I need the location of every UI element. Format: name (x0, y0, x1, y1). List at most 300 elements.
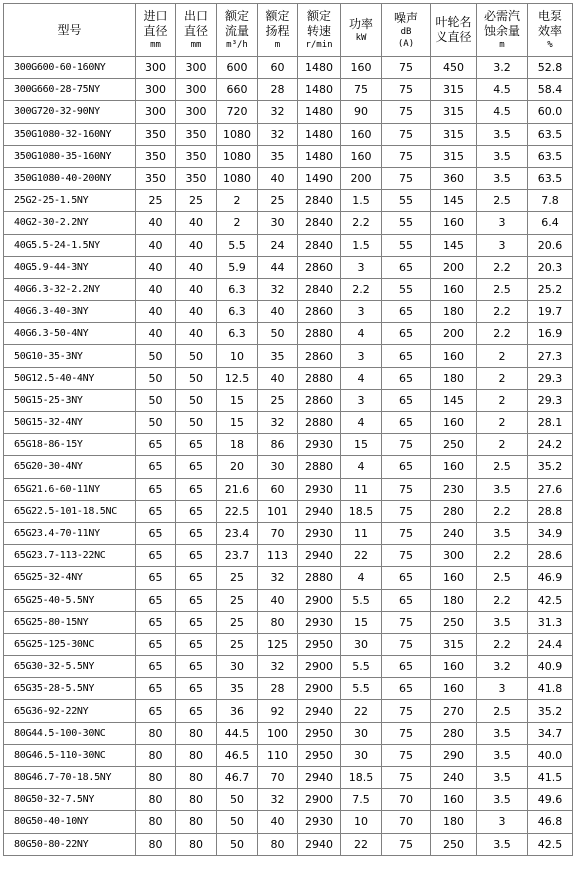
cell-rated-head: 50 (258, 323, 298, 345)
cell-noise: 65 (382, 567, 431, 589)
header-line: 型号 (57, 22, 82, 37)
table-row (4, 789, 573, 811)
cell-impeller-diameter: 160 (431, 456, 477, 478)
header-line: 额定 (306, 9, 331, 23)
header-line: 直径 (143, 24, 168, 38)
cell-pump-efficiency: 7.8 (528, 190, 573, 212)
cell-outlet-diameter: 65 (176, 478, 217, 500)
cell-inlet-diameter: 50 (136, 367, 176, 389)
cell-noise: 55 (382, 278, 431, 300)
table-row (4, 456, 573, 478)
cell-rated-flow: 50 (217, 811, 258, 833)
cell-power: 2.2 (341, 278, 382, 300)
cell-npsh-required: 2.2 (477, 323, 528, 345)
cell-rated-speed: 1490 (298, 167, 341, 189)
cell-rated-flow: 25 (217, 611, 258, 633)
cell-inlet-diameter: 65 (136, 611, 176, 633)
col-header-rated-head (258, 4, 298, 57)
cell-impeller-diameter: 200 (431, 256, 477, 278)
cell-rated-speed: 2930 (298, 434, 341, 456)
header-unit: % (547, 40, 553, 50)
cell-power: 22 (341, 700, 382, 722)
cell-outlet-diameter: 40 (176, 301, 217, 323)
cell-outlet-diameter: 65 (176, 656, 217, 678)
cell-npsh-required: 2.5 (477, 456, 528, 478)
cell-rated-flow: 1080 (217, 123, 258, 145)
cell-rated-head: 40 (258, 167, 298, 189)
cell-pump-efficiency: 25.2 (528, 278, 573, 300)
cell-power: 18.5 (341, 767, 382, 789)
table-row (4, 633, 573, 655)
cell-impeller-diameter: 300 (431, 545, 477, 567)
cell-rated-head: 28 (258, 79, 298, 101)
cell-impeller-diameter: 180 (431, 589, 477, 611)
table-row (4, 367, 573, 389)
cell-model: 350G1080-35-160NY (4, 145, 136, 167)
cell-inlet-diameter: 300 (136, 101, 176, 123)
cell-model: 80G50-80-22NY (4, 833, 136, 855)
cell-noise: 55 (382, 190, 431, 212)
table-row (4, 767, 573, 789)
cell-rated-flow: 35 (217, 678, 258, 700)
cell-rated-head: 80 (258, 833, 298, 855)
cell-rated-speed: 2840 (298, 234, 341, 256)
table-row (4, 744, 573, 766)
cell-inlet-diameter: 300 (136, 57, 176, 79)
cell-rated-flow: 2 (217, 212, 258, 234)
cell-npsh-required: 3.5 (477, 611, 528, 633)
cell-npsh-required: 3.5 (477, 789, 528, 811)
cell-impeller-diameter: 200 (431, 323, 477, 345)
cell-outlet-diameter: 80 (176, 811, 217, 833)
cell-power: 11 (341, 522, 382, 544)
cell-power: 4 (341, 456, 382, 478)
cell-rated-head: 35 (258, 145, 298, 167)
cell-model: 25G2-25-1.5NY (4, 190, 136, 212)
table-row (4, 611, 573, 633)
table-row (4, 833, 573, 855)
cell-impeller-diameter: 240 (431, 522, 477, 544)
cell-noise: 65 (382, 323, 431, 345)
cell-outlet-diameter: 40 (176, 256, 217, 278)
cell-rated-flow: 1080 (217, 145, 258, 167)
cell-rated-flow: 25 (217, 589, 258, 611)
cell-power: 3 (341, 256, 382, 278)
cell-npsh-required: 3.5 (477, 833, 528, 855)
cell-outlet-diameter: 80 (176, 744, 217, 766)
table-row (4, 589, 573, 611)
cell-impeller-diameter: 145 (431, 389, 477, 411)
col-header-rated-speed (298, 4, 341, 57)
cell-rated-head: 92 (258, 700, 298, 722)
cell-noise: 75 (382, 700, 431, 722)
cell-rated-speed: 2900 (298, 589, 341, 611)
cell-rated-speed: 1480 (298, 57, 341, 79)
cell-inlet-diameter: 65 (136, 434, 176, 456)
cell-rated-flow: 2 (217, 190, 258, 212)
cell-noise: 65 (382, 389, 431, 411)
cell-model: 65G25-40-5.5NY (4, 589, 136, 611)
cell-npsh-required: 3.5 (477, 167, 528, 189)
cell-rated-speed: 2930 (298, 478, 341, 500)
cell-noise: 75 (382, 478, 431, 500)
cell-rated-flow: 21.6 (217, 478, 258, 500)
cell-rated-flow: 15 (217, 389, 258, 411)
col-header-rated-flow (217, 4, 258, 57)
cell-rated-speed: 2880 (298, 367, 341, 389)
cell-pump-efficiency: 63.5 (528, 145, 573, 167)
cell-impeller-diameter: 280 (431, 722, 477, 744)
cell-power: 3 (341, 345, 382, 367)
pump-spec-table (3, 3, 573, 856)
table-row (4, 478, 573, 500)
cell-power: 160 (341, 123, 382, 145)
cell-inlet-diameter: 50 (136, 412, 176, 434)
cell-rated-flow: 50 (217, 789, 258, 811)
col-header-pump-efficiency (528, 4, 573, 57)
cell-outlet-diameter: 65 (176, 434, 217, 456)
cell-rated-flow: 600 (217, 57, 258, 79)
table-row (4, 190, 573, 212)
cell-power: 160 (341, 57, 382, 79)
cell-pump-efficiency: 60.0 (528, 101, 573, 123)
cell-noise: 55 (382, 234, 431, 256)
cell-model: 65G35-28-5.5NY (4, 678, 136, 700)
cell-impeller-diameter: 290 (431, 744, 477, 766)
cell-power: 4 (341, 367, 382, 389)
header-line: 额定 (224, 9, 249, 23)
header-unit: kW (355, 32, 367, 43)
table-row (4, 323, 573, 345)
cell-model: 300G660-28-75NY (4, 79, 136, 101)
cell-outlet-diameter: 65 (176, 700, 217, 722)
cell-noise: 75 (382, 633, 431, 655)
cell-impeller-diameter: 315 (431, 633, 477, 655)
cell-pump-efficiency: 40.0 (528, 744, 573, 766)
cell-inlet-diameter: 65 (136, 589, 176, 611)
cell-pump-efficiency: 40.9 (528, 656, 573, 678)
cell-rated-flow: 6.3 (217, 278, 258, 300)
cell-noise: 75 (382, 611, 431, 633)
cell-power: 18.5 (341, 500, 382, 522)
cell-power: 30 (341, 722, 382, 744)
header-unit: m (499, 40, 505, 50)
cell-noise: 65 (382, 678, 431, 700)
cell-rated-head: 32 (258, 101, 298, 123)
cell-model: 65G20-30-4NY (4, 456, 136, 478)
cell-impeller-diameter: 160 (431, 789, 477, 811)
cell-npsh-required: 3.5 (477, 722, 528, 744)
col-header-model (4, 4, 136, 57)
table-row (4, 678, 573, 700)
cell-pump-efficiency: 41.8 (528, 678, 573, 700)
table-row (4, 301, 573, 323)
cell-npsh-required: 2.5 (477, 567, 528, 589)
table-row (4, 167, 573, 189)
cell-npsh-required: 3.5 (477, 123, 528, 145)
cell-pump-efficiency: 42.5 (528, 833, 573, 855)
cell-impeller-diameter: 315 (431, 79, 477, 101)
cell-outlet-diameter: 50 (176, 412, 217, 434)
cell-impeller-diameter: 250 (431, 833, 477, 855)
cell-noise: 75 (382, 145, 431, 167)
cell-inlet-diameter: 300 (136, 79, 176, 101)
cell-outlet-diameter: 65 (176, 500, 217, 522)
cell-power: 30 (341, 633, 382, 655)
header-unit: mm (190, 40, 202, 50)
cell-pump-efficiency: 63.5 (528, 167, 573, 189)
cell-model: 300G720-32-90NY (4, 101, 136, 123)
table-row (4, 500, 573, 522)
cell-pump-efficiency: 41.5 (528, 767, 573, 789)
cell-power: 11 (341, 478, 382, 500)
cell-npsh-required: 2 (477, 389, 528, 411)
cell-pump-efficiency: 46.9 (528, 567, 573, 589)
cell-pump-efficiency: 29.3 (528, 367, 573, 389)
cell-impeller-diameter: 240 (431, 767, 477, 789)
cell-inlet-diameter: 65 (136, 567, 176, 589)
table-row (4, 522, 573, 544)
header-line: 电泵 (537, 9, 562, 23)
table-row (4, 101, 573, 123)
cell-model: 65G25-125-30NC (4, 633, 136, 655)
cell-model: 50G15-32-4NY (4, 412, 136, 434)
cell-rated-flow: 50 (217, 833, 258, 855)
header-line: 蚀余量 (483, 24, 520, 38)
header-line: 进口 (143, 9, 168, 23)
cell-noise: 65 (382, 456, 431, 478)
cell-impeller-diameter: 360 (431, 167, 477, 189)
cell-rated-head: 32 (258, 656, 298, 678)
cell-rated-head: 70 (258, 522, 298, 544)
cell-npsh-required: 3.2 (477, 656, 528, 678)
cell-model: 80G44.5-100-30NC (4, 722, 136, 744)
cell-rated-flow: 44.5 (217, 722, 258, 744)
cell-pump-efficiency: 27.6 (528, 478, 573, 500)
cell-pump-efficiency: 20.3 (528, 256, 573, 278)
cell-power: 3 (341, 301, 382, 323)
cell-noise: 65 (382, 345, 431, 367)
cell-inlet-diameter: 40 (136, 278, 176, 300)
cell-rated-speed: 2940 (298, 767, 341, 789)
cell-model: 80G50-40-10NY (4, 811, 136, 833)
table-row (4, 656, 573, 678)
cell-noise: 75 (382, 79, 431, 101)
header-row (4, 4, 573, 57)
cell-model: 50G10-35-3NY (4, 345, 136, 367)
cell-rated-flow: 23.4 (217, 522, 258, 544)
cell-npsh-required: 3 (477, 678, 528, 700)
cell-inlet-diameter: 80 (136, 722, 176, 744)
cell-rated-speed: 2940 (298, 833, 341, 855)
cell-pump-efficiency: 16.9 (528, 323, 573, 345)
cell-rated-head: 32 (258, 123, 298, 145)
cell-rated-speed: 2900 (298, 789, 341, 811)
cell-rated-head: 110 (258, 744, 298, 766)
cell-noise: 75 (382, 767, 431, 789)
cell-inlet-diameter: 65 (136, 500, 176, 522)
cell-rated-flow: 30 (217, 656, 258, 678)
table-row (4, 145, 573, 167)
cell-noise: 65 (382, 301, 431, 323)
cell-rated-head: 86 (258, 434, 298, 456)
cell-npsh-required: 3.5 (477, 767, 528, 789)
cell-impeller-diameter: 145 (431, 190, 477, 212)
cell-model: 65G23.7-113-22NC (4, 545, 136, 567)
cell-rated-flow: 5.5 (217, 234, 258, 256)
cell-model: 65G36-92-22NY (4, 700, 136, 722)
cell-rated-speed: 2930 (298, 811, 341, 833)
cell-model: 350G1080-40-200NY (4, 167, 136, 189)
cell-rated-head: 32 (258, 567, 298, 589)
cell-rated-head: 25 (258, 389, 298, 411)
cell-inlet-diameter: 50 (136, 389, 176, 411)
cell-outlet-diameter: 300 (176, 79, 217, 101)
cell-rated-speed: 1480 (298, 123, 341, 145)
cell-model: 300G600-60-160NY (4, 57, 136, 79)
cell-rated-speed: 2950 (298, 722, 341, 744)
cell-rated-head: 28 (258, 678, 298, 700)
header-unit: mm (150, 40, 161, 50)
cell-outlet-diameter: 50 (176, 389, 217, 411)
cell-pump-efficiency: 6.4 (528, 212, 573, 234)
cell-inlet-diameter: 350 (136, 167, 176, 189)
cell-noise: 75 (382, 167, 431, 189)
table-row (4, 389, 573, 411)
cell-impeller-diameter: 160 (431, 412, 477, 434)
cell-inlet-diameter: 65 (136, 656, 176, 678)
cell-rated-head: 101 (258, 500, 298, 522)
cell-npsh-required: 4.5 (477, 101, 528, 123)
cell-power: 2.2 (341, 212, 382, 234)
cell-rated-flow: 23.7 (217, 545, 258, 567)
cell-rated-speed: 2860 (298, 256, 341, 278)
cell-outlet-diameter: 65 (176, 678, 217, 700)
header-line: 功率 (348, 16, 373, 31)
cell-rated-head: 60 (258, 57, 298, 79)
cell-noise: 75 (382, 545, 431, 567)
col-header-noise (382, 4, 431, 57)
cell-power: 15 (341, 434, 382, 456)
cell-rated-flow: 6.3 (217, 301, 258, 323)
cell-noise: 65 (382, 367, 431, 389)
cell-model: 80G50-32-7.5NY (4, 789, 136, 811)
table-row (4, 434, 573, 456)
cell-model: 40G5.5-24-1.5NY (4, 234, 136, 256)
col-header-npsh-required (477, 4, 528, 57)
cell-power: 90 (341, 101, 382, 123)
table-row (4, 567, 573, 589)
cell-rated-flow: 25 (217, 567, 258, 589)
cell-noise: 75 (382, 123, 431, 145)
header-unit: m³/h (226, 40, 248, 50)
cell-inlet-diameter: 80 (136, 744, 176, 766)
col-header-inlet-diameter (136, 4, 176, 57)
cell-rated-speed: 2950 (298, 744, 341, 766)
cell-rated-flow: 1080 (217, 167, 258, 189)
cell-rated-head: 60 (258, 478, 298, 500)
cell-npsh-required: 2 (477, 412, 528, 434)
cell-power: 5.5 (341, 589, 382, 611)
cell-pump-efficiency: 29.3 (528, 389, 573, 411)
cell-noise: 75 (382, 722, 431, 744)
cell-npsh-required: 2.2 (477, 500, 528, 522)
cell-power: 5.5 (341, 678, 382, 700)
cell-impeller-diameter: 180 (431, 367, 477, 389)
header-line: 叶轮名 (435, 15, 472, 29)
cell-power: 3 (341, 389, 382, 411)
cell-rated-head: 40 (258, 811, 298, 833)
cell-rated-speed: 1480 (298, 145, 341, 167)
cell-rated-flow: 5.9 (217, 256, 258, 278)
cell-rated-speed: 2880 (298, 412, 341, 434)
cell-rated-head: 125 (258, 633, 298, 655)
cell-rated-head: 100 (258, 722, 298, 744)
cell-model: 65G30-32-5.5NY (4, 656, 136, 678)
cell-outlet-diameter: 350 (176, 123, 217, 145)
cell-outlet-diameter: 65 (176, 456, 217, 478)
col-header-outlet-diameter (176, 4, 217, 57)
cell-rated-speed: 2880 (298, 323, 341, 345)
cell-model: 65G18-86-15Y (4, 434, 136, 456)
cell-impeller-diameter: 160 (431, 278, 477, 300)
cell-rated-flow: 20 (217, 456, 258, 478)
cell-inlet-diameter: 40 (136, 301, 176, 323)
cell-rated-head: 30 (258, 212, 298, 234)
cell-rated-head: 35 (258, 345, 298, 367)
cell-power: 4 (341, 323, 382, 345)
header-unit: m (274, 40, 281, 50)
cell-impeller-diameter: 250 (431, 611, 477, 633)
cell-power: 7.5 (341, 789, 382, 811)
cell-impeller-diameter: 160 (431, 345, 477, 367)
cell-model: 65G25-80-15NY (4, 611, 136, 633)
cell-outlet-diameter: 300 (176, 57, 217, 79)
cell-rated-head: 32 (258, 412, 298, 434)
cell-pump-efficiency: 46.8 (528, 811, 573, 833)
header-line: 额定 (265, 9, 290, 23)
cell-noise: 75 (382, 434, 431, 456)
cell-model: 65G23.4-70-11NY (4, 522, 136, 544)
cell-rated-speed: 2900 (298, 656, 341, 678)
cell-outlet-diameter: 50 (176, 367, 217, 389)
cell-power: 4 (341, 412, 382, 434)
cell-rated-head: 30 (258, 456, 298, 478)
table-row (4, 234, 573, 256)
cell-noise: 75 (382, 57, 431, 79)
cell-rated-head: 24 (258, 234, 298, 256)
cell-rated-speed: 2860 (298, 389, 341, 411)
cell-inlet-diameter: 65 (136, 633, 176, 655)
table-row (4, 212, 573, 234)
cell-npsh-required: 2.2 (477, 633, 528, 655)
cell-model: 50G12.5-40-4NY (4, 367, 136, 389)
cell-outlet-diameter: 40 (176, 212, 217, 234)
cell-outlet-diameter: 350 (176, 145, 217, 167)
cell-outlet-diameter: 40 (176, 323, 217, 345)
cell-model: 40G6.3-32-2.2NY (4, 278, 136, 300)
cell-rated-speed: 2940 (298, 700, 341, 722)
cell-noise: 65 (382, 656, 431, 678)
cell-power: 200 (341, 167, 382, 189)
cell-rated-flow: 6.3 (217, 323, 258, 345)
cell-rated-head: 32 (258, 278, 298, 300)
cell-impeller-diameter: 180 (431, 301, 477, 323)
cell-model: 65G21.6-60-11NY (4, 478, 136, 500)
cell-npsh-required: 2.5 (477, 190, 528, 212)
cell-rated-speed: 2840 (298, 190, 341, 212)
cell-pump-efficiency: 27.3 (528, 345, 573, 367)
